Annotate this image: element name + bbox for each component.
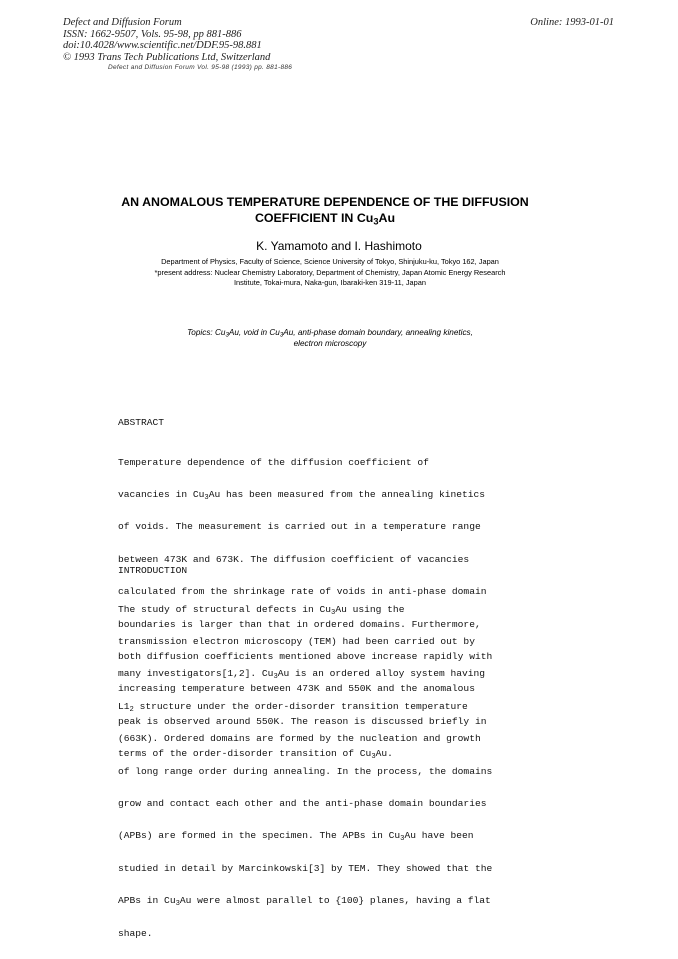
journal-header — [63, 17, 270, 63]
title-line-1: AN ANOMALOUS TEMPERATURE DEPENDENCE OF THE DIFFUSION — [121, 195, 529, 209]
affiliation-line: Institute, Tokai-mura, Naka-gun, Ibaraki-ken 319-11, Japan — [234, 278, 426, 287]
text-line: shape. — [118, 927, 153, 939]
text-line: of long range order during annealing. In the process, the domains — [118, 765, 493, 777]
text-line: APBs in $Cu_3Au$ were almost parallel to {100} planes, having a flat — [118, 895, 491, 908]
text-line: between 473K and 673K. The diffusion coefficient of vacancies — [118, 553, 470, 565]
text-line: (663K). Ordered domains are formed by the nucleation and growth — [118, 733, 481, 745]
text-line: The study of structural defects in $Cu_3Au$ using the — [118, 603, 405, 617]
text-line: peak is observed around 550K. The reason is discussed briefly in — [118, 715, 487, 727]
online-date: Online: 1993-01-01 — [530, 17, 614, 28]
title-line-2: COEFFICIENT IN $Cu_3Au$ — [254, 211, 396, 227]
text-line: transmission electron microscopy (TEM) had been carried out by — [118, 635, 475, 647]
text-line: boundaries is larger than that in ordered domains. Furthermore, — [118, 618, 481, 630]
paper-title — [100, 194, 550, 226]
affiliation — [100, 257, 560, 289]
topics-line-2: electron microscopy — [293, 339, 367, 348]
text-line: $L1_2$ structure under the order-disorder transition temperature — [118, 700, 468, 714]
text-line: vacancies in $Cu_3Au$ has been measured from the annealing kinetics — [118, 488, 486, 502]
authors: K. Yamamoto and I. Hashimoto — [256, 239, 422, 253]
abstract-heading: ABSTRACT — [118, 417, 165, 428]
doi-line: doi:10.4028/www.scientific.net/DDF.95-98.881 — [63, 40, 262, 51]
topics — [100, 327, 560, 349]
text-line: studied in detail by Marcinkowski[3] by TEM. They showed that the — [118, 862, 493, 874]
text-line: many investigators[1,2]. $Cu_3Au$ is an ordered alloy system having — [118, 668, 486, 682]
text-line: (APBs) are formed in the specimen. The APBs in $Cu_3Au$ have been — [118, 830, 474, 844]
journal-name: Defect and Diffusion Forum — [63, 17, 182, 28]
text-line: Temperature dependence of the diffusion coefficient of — [118, 456, 429, 468]
issn-line: ISSN: 1662-9507, Vols. 95-98, pp 881-886 — [63, 28, 242, 40]
scan-header: Defect and Diffusion Forum Vol. 95-98 (1993) pp. 881-886 — [108, 64, 293, 71]
text-line: grow and contact each other and the anti-phase domain boundaries — [118, 797, 487, 809]
affiliation-line: Department of Physics, Faculty of Science, Science University of Tokyo, Shinjuku-ku, Tokyo 162, Japan — [161, 257, 499, 266]
text-line: calculated from the shrinkage rate of voids in anti-phase domain — [118, 586, 487, 598]
text-line: of voids. The measurement is carried out in a temperature range — [118, 521, 481, 533]
introduction-body — [118, 583, 548, 950]
copyright-line: © 1993 Trans Tech Publications Ltd, Switzerland — [63, 51, 271, 63]
text-line: increasing temperature between 473K and 550K and the anomalous — [118, 683, 475, 695]
topics-line-1: Topics: $Cu_3Au$, void in $Cu_3Au$, anti-phase domain boundary, annealing kinetics, — [187, 328, 473, 339]
text-line: both diffusion coefficients mentioned above increase rapidly with — [118, 650, 493, 662]
affiliation-line: *present address: Nuclear Chemistry Laboratory, Department of Chemistry, Japan Atomic Energy Research — [154, 267, 506, 277]
introduction-heading: INTRODUCTION — [118, 565, 188, 576]
text-line: terms of the order-disorder transition of $Cu_3Au$. — [118, 748, 393, 761]
